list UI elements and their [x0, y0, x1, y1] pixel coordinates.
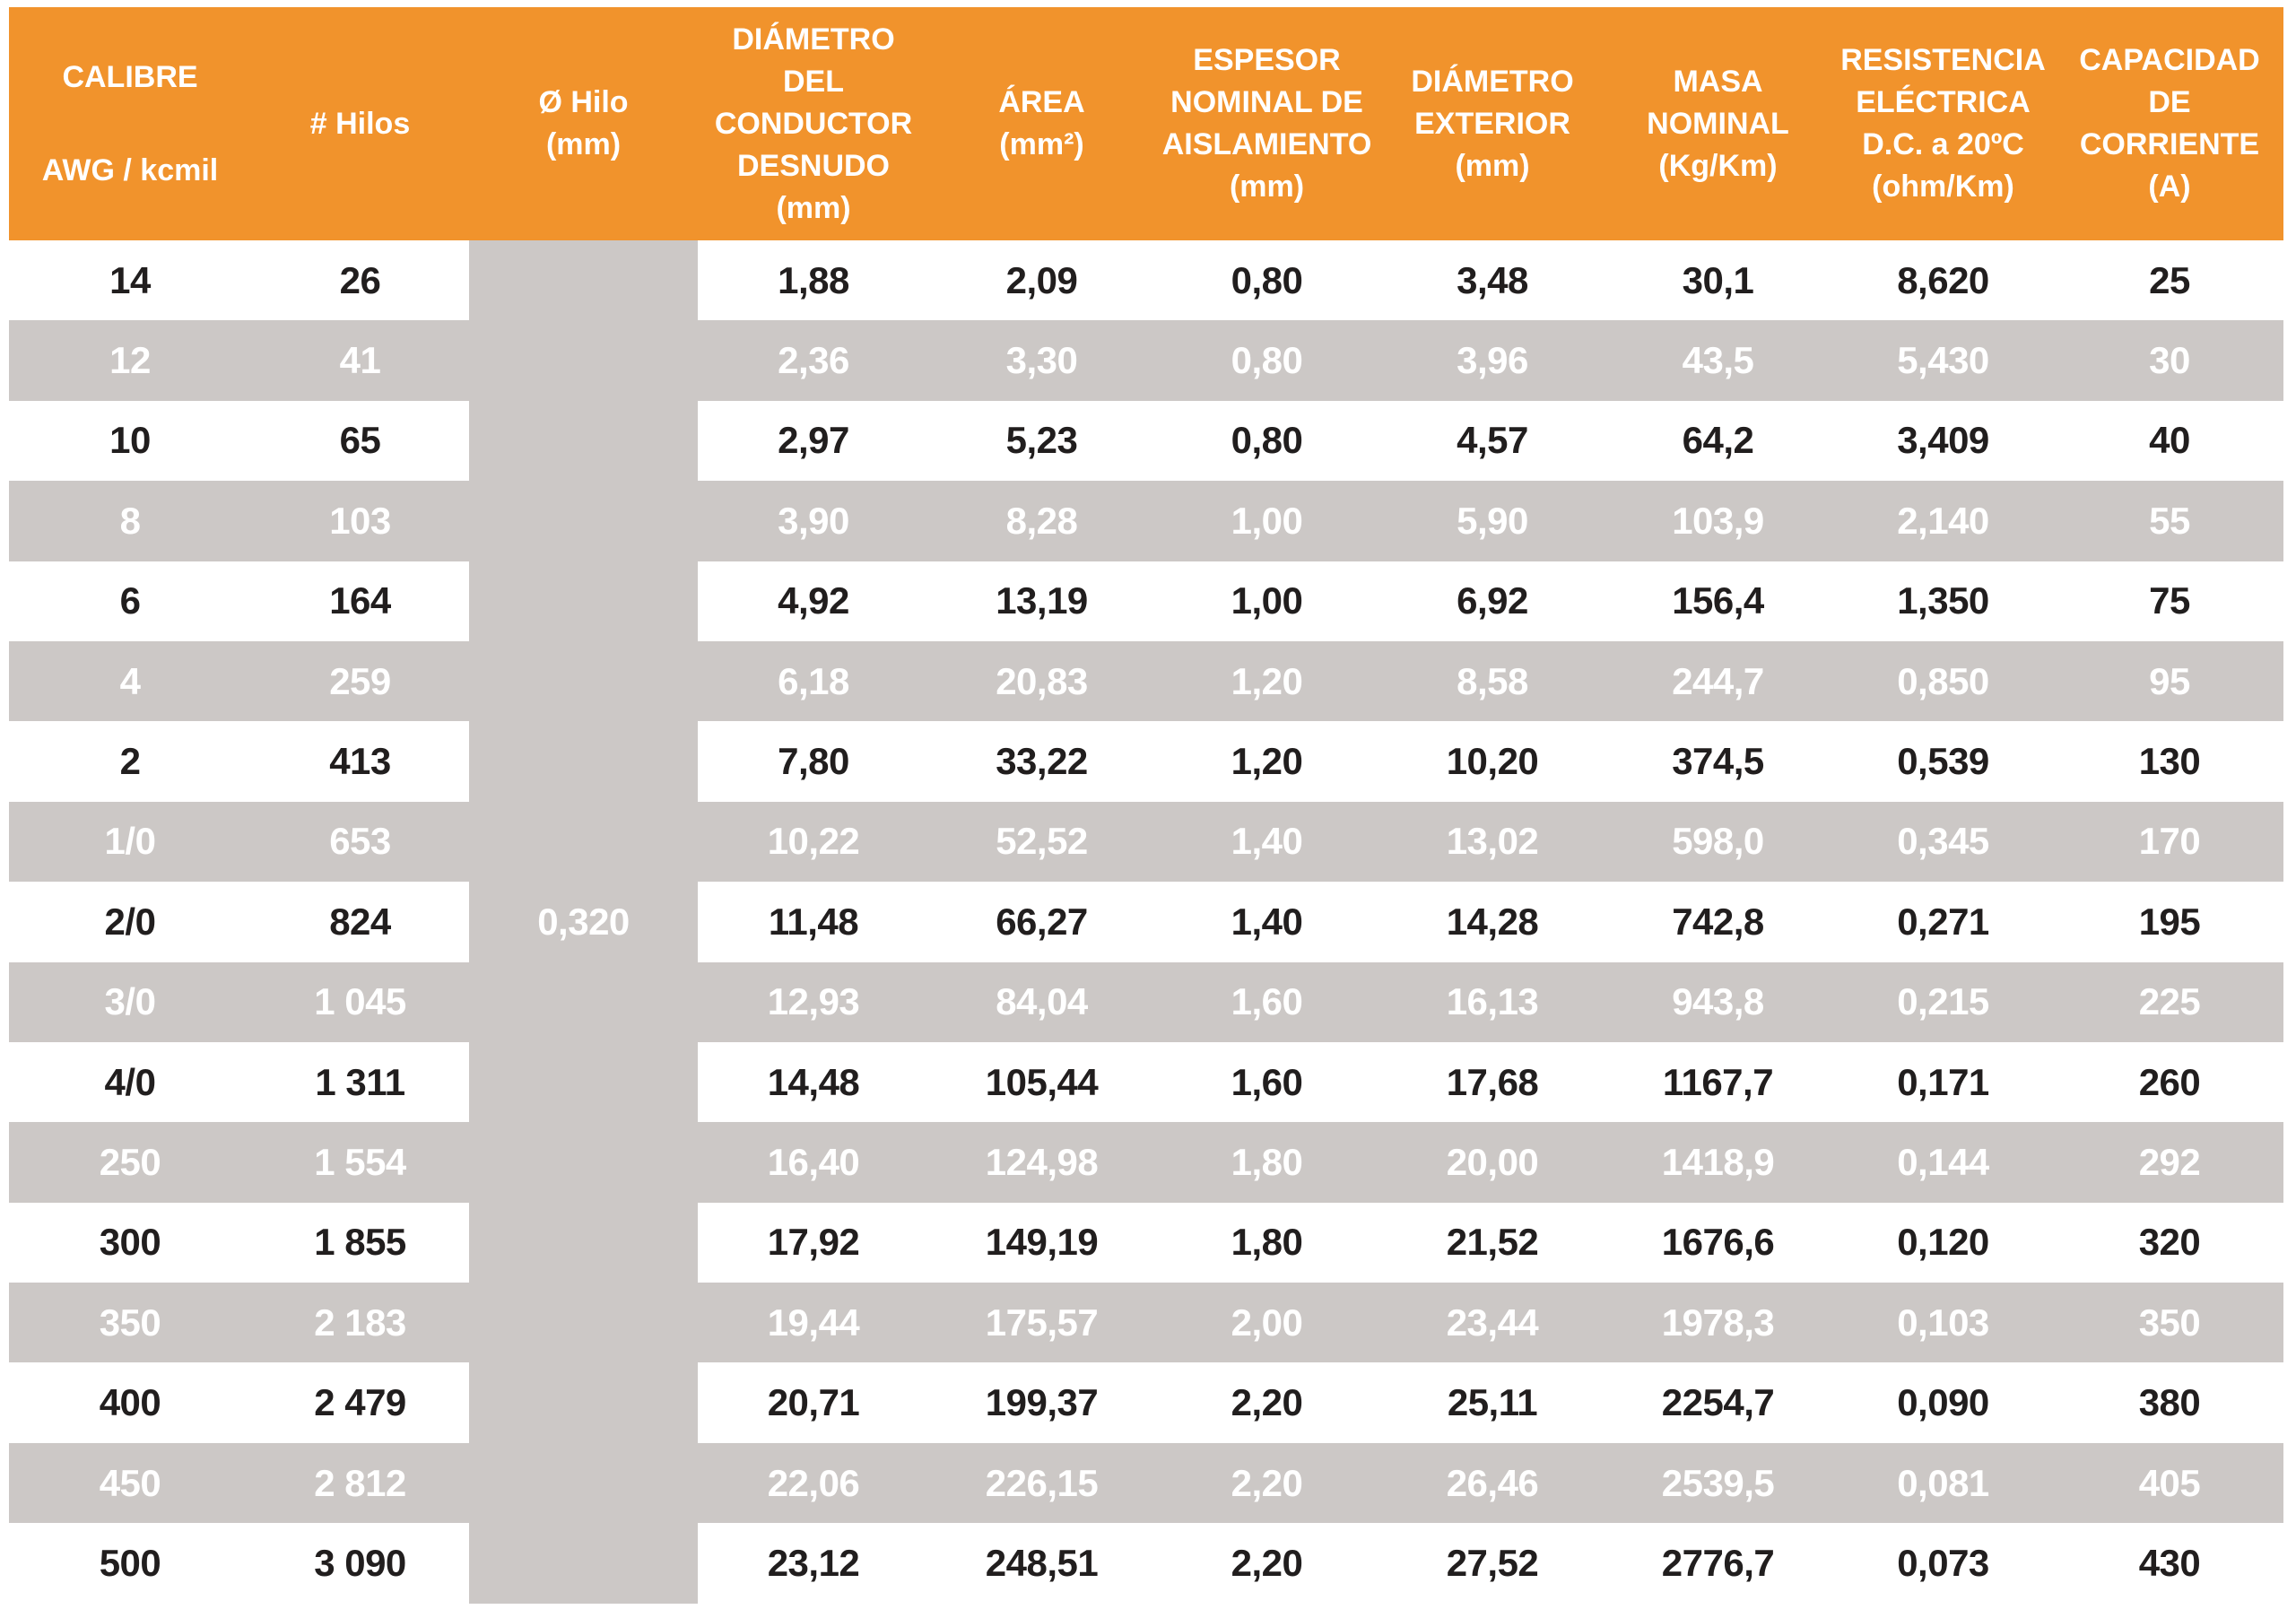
cell-masa: 43,5: [1605, 320, 1831, 400]
cell-diametro_conductor: 23,12: [698, 1523, 929, 1603]
table-row: [9, 641, 2283, 721]
cell-diametro_exterior: 26,46: [1379, 1443, 1605, 1523]
cell-masa: 598,0: [1605, 802, 1831, 882]
cell-hilos: 1 855: [251, 1203, 469, 1283]
cell-capacidad: 380: [2056, 1362, 2283, 1442]
cell-espesor: 0,80: [1154, 401, 1379, 481]
cell-area: 13,19: [929, 561, 1154, 641]
header-line: D.C. a 20ºC: [1862, 127, 2024, 161]
table-row: [9, 320, 2283, 400]
cell-diametro_exterior: 27,52: [1379, 1523, 1605, 1603]
cell-espesor: 1,80: [1154, 1122, 1379, 1202]
table-body: [9, 240, 2283, 1604]
cell-capacidad: 320: [2056, 1203, 2283, 1283]
table-row: [9, 1443, 2283, 1523]
header-line: AWG / kcmil: [41, 152, 219, 187]
cell-area: 8,28: [929, 481, 1154, 561]
cell-calibre: 6: [9, 561, 251, 641]
cell-resistencia: 2,140: [1831, 481, 2056, 561]
header-line: MASA: [1673, 64, 1763, 99]
cell-diametro_exterior: 14,28: [1379, 882, 1605, 961]
cell-espesor: 1,60: [1154, 1042, 1379, 1122]
cell-diametro_exterior: 4,57: [1379, 401, 1605, 481]
header-line: ESPESOR: [1193, 43, 1341, 77]
table-row: [9, 401, 2283, 481]
cell-area: 5,23: [929, 401, 1154, 481]
cell-espesor: 1,80: [1154, 1203, 1379, 1283]
cell-calibre: 250: [9, 1122, 251, 1202]
cell-resistencia: 0,271: [1831, 882, 2056, 961]
table-row: [9, 1362, 2283, 1442]
cell-calibre: 4: [9, 641, 251, 721]
cell-hilos: 1 311: [251, 1042, 469, 1122]
header-line: DESNUDO: [736, 148, 891, 183]
cell-capacidad: 292: [2056, 1122, 2283, 1202]
cell-resistencia: 0,539: [1831, 721, 2056, 801]
header-line: CORRIENTE: [2079, 127, 2260, 161]
header-line: DE: [2148, 85, 2191, 119]
cell-masa: 374,5: [1605, 721, 1831, 801]
cell-masa: 2254,7: [1605, 1362, 1831, 1442]
cell-diametro_conductor: 14,48: [698, 1042, 929, 1122]
header-label: [1831, 7, 2056, 240]
cell-hilos: 26: [251, 240, 469, 320]
header-row: [9, 7, 2283, 240]
cell-calibre: 14: [9, 240, 251, 320]
cell-hilos: 1 045: [251, 962, 469, 1042]
cell-hilos: 2 812: [251, 1443, 469, 1523]
cell-espesor: 2,20: [1154, 1362, 1379, 1442]
cell-diametro_exterior: 16,13: [1379, 962, 1605, 1042]
header-label: [251, 7, 469, 240]
col-header-masa: [1605, 7, 1831, 240]
cell-diametro_conductor: 16,40: [698, 1122, 929, 1202]
cell-calibre: 4/0: [9, 1042, 251, 1122]
col-header-hilos: [251, 7, 469, 240]
table-row: [9, 721, 2283, 801]
col-header-resistencia: [1831, 7, 2056, 240]
cell-hilos: 413: [251, 721, 469, 801]
cell-diametro_conductor: 20,71: [698, 1362, 929, 1442]
cell-diametro_exterior: 23,44: [1379, 1283, 1605, 1362]
cell-masa: 64,2: [1605, 401, 1831, 481]
cell-hilos: 164: [251, 561, 469, 641]
cell-area: 66,27: [929, 882, 1154, 961]
cell-capacidad: 350: [2056, 1283, 2283, 1362]
cell-masa: 1978,3: [1605, 1283, 1831, 1362]
cell-diametro_conductor: 22,06: [698, 1443, 929, 1523]
cell-diametro_conductor: 19,44: [698, 1283, 929, 1362]
cell-capacidad: 195: [2056, 882, 2283, 961]
cell-resistencia: 0,850: [1831, 641, 2056, 721]
col-header-o-hilo: [469, 7, 698, 240]
cell-masa: 2539,5: [1605, 1443, 1831, 1523]
cell-espesor: 2,20: [1154, 1443, 1379, 1523]
col-header-capacidad: [2056, 7, 2283, 240]
header-line: CAPACIDAD: [2079, 43, 2260, 77]
col-header-area: [929, 7, 1154, 240]
header-line: (A): [2148, 170, 2191, 204]
header-line: NOMINAL DE: [1170, 85, 1363, 119]
cell-resistencia: 0,171: [1831, 1042, 2056, 1122]
cell-diametro_conductor: 3,90: [698, 481, 929, 561]
cell-masa: 1418,9: [1605, 1122, 1831, 1202]
table-row: [9, 240, 2283, 320]
header-line: (ohm/Km): [1872, 170, 2014, 204]
cell-area: 33,22: [929, 721, 1154, 801]
col-header-diametro-conductor: [698, 7, 929, 240]
header-line: (Kg/Km): [1658, 148, 1778, 183]
col-header-diametro-exterior: [1379, 7, 1605, 240]
header-label: [1379, 7, 1605, 240]
cell-diametro_exterior: 5,90: [1379, 481, 1605, 561]
table-header: [9, 7, 2283, 240]
cell-hilos: 653: [251, 802, 469, 882]
header-label: [2056, 7, 2283, 240]
cell-espesor: 2,00: [1154, 1283, 1379, 1362]
table-row: [9, 802, 2283, 882]
cell-capacidad: 75: [2056, 561, 2283, 641]
cell-diametro_conductor: 2,36: [698, 320, 929, 400]
header-line: RESISTENCIA: [1840, 43, 2046, 77]
cell-o-hilo-merged: 0,320: [469, 240, 698, 1604]
header-line: CONDUCTOR: [714, 106, 913, 141]
table-row: [9, 1042, 2283, 1122]
cell-calibre: 400: [9, 1362, 251, 1442]
table-row: [9, 962, 2283, 1042]
cell-capacidad: 405: [2056, 1443, 2283, 1523]
header-line: Ø Hilo: [538, 85, 629, 119]
cell-area: 149,19: [929, 1203, 1154, 1283]
cell-calibre: 500: [9, 1523, 251, 1603]
cell-diametro_exterior: 25,11: [1379, 1362, 1605, 1442]
cell-masa: 244,7: [1605, 641, 1831, 721]
cell-capacidad: 260: [2056, 1042, 2283, 1122]
cell-diametro_exterior: 3,96: [1379, 320, 1605, 400]
cell-diametro_exterior: 3,48: [1379, 240, 1605, 320]
cell-hilos: 103: [251, 481, 469, 561]
cell-hilos: 65: [251, 401, 469, 481]
cell-resistencia: 0,081: [1831, 1443, 2056, 1523]
cell-resistencia: 5,430: [1831, 320, 2056, 400]
cell-resistencia: 1,350: [1831, 561, 2056, 641]
cell-hilos: 259: [251, 641, 469, 721]
cell-area: 105,44: [929, 1042, 1154, 1122]
cell-capacidad: 95: [2056, 641, 2283, 721]
header-line: ELÉCTRICA: [1856, 85, 2031, 119]
cable-specification-table: [9, 7, 2283, 1604]
cell-diametro_conductor: 12,93: [698, 962, 929, 1042]
col-header-calibre: [9, 7, 251, 240]
table-row: [9, 1122, 2283, 1202]
cell-area: 52,52: [929, 802, 1154, 882]
cell-diametro_conductor: 4,92: [698, 561, 929, 641]
table-row: [9, 1203, 2283, 1283]
header-line: (mm²): [999, 127, 1084, 161]
cell-resistencia: 8,620: [1831, 240, 2056, 320]
cell-area: 199,37: [929, 1362, 1154, 1442]
cell-resistencia: 0,090: [1831, 1362, 2056, 1442]
header-line: CALIBRE: [62, 59, 198, 94]
header-line: DEL: [783, 64, 844, 99]
cell-masa: 2776,7: [1605, 1523, 1831, 1603]
cell-calibre: 12: [9, 320, 251, 400]
table-row: [9, 1523, 2283, 1603]
cell-espesor: 1,40: [1154, 802, 1379, 882]
cell-area: 3,30: [929, 320, 1154, 400]
cell-masa: 1167,7: [1605, 1042, 1831, 1122]
header-line: # Hilos: [309, 106, 411, 141]
cell-calibre: 8: [9, 481, 251, 561]
cell-area: 175,57: [929, 1283, 1154, 1362]
cell-area: 226,15: [929, 1443, 1154, 1523]
header-label: [929, 7, 1154, 240]
cell-espesor: 1,40: [1154, 882, 1379, 961]
cell-diametro_exterior: 13,02: [1379, 802, 1605, 882]
cell-resistencia: 0,073: [1831, 1523, 2056, 1603]
cell-hilos: 3 090: [251, 1523, 469, 1603]
cell-masa: 742,8: [1605, 882, 1831, 961]
cell-hilos: 2 479: [251, 1362, 469, 1442]
header-label: [1154, 7, 1379, 240]
table-row: [9, 1283, 2283, 1362]
cell-area: 20,83: [929, 641, 1154, 721]
cell-masa: 943,8: [1605, 962, 1831, 1042]
header-line: (mm): [776, 190, 851, 225]
cell-capacidad: 430: [2056, 1523, 2283, 1603]
cell-capacidad: 225: [2056, 962, 2283, 1042]
cell-resistencia: 0,345: [1831, 802, 2056, 882]
cell-calibre: 450: [9, 1443, 251, 1523]
cell-area: 2,09: [929, 240, 1154, 320]
cell-calibre: 10: [9, 401, 251, 481]
cell-diametro_exterior: 20,00: [1379, 1122, 1605, 1202]
cell-espesor: 0,80: [1154, 240, 1379, 320]
header-label: [469, 7, 698, 240]
table-row: [9, 882, 2283, 961]
cell-espesor: 1,60: [1154, 962, 1379, 1042]
cell-diametro_exterior: 6,92: [1379, 561, 1605, 641]
cell-area: 248,51: [929, 1523, 1154, 1603]
header-line: EXTERIOR: [1414, 106, 1570, 141]
cell-diametro_conductor: 1,88: [698, 240, 929, 320]
cell-resistencia: 0,120: [1831, 1203, 2056, 1283]
cell-resistencia: 0,144: [1831, 1122, 2056, 1202]
cell-resistencia: 3,409: [1831, 401, 2056, 481]
cell-diametro_conductor: 6,18: [698, 641, 929, 721]
cell-diametro_conductor: 10,22: [698, 802, 929, 882]
cell-calibre: 1/0: [9, 802, 251, 882]
cell-espesor: 2,20: [1154, 1523, 1379, 1603]
cell-espesor: 0,80: [1154, 320, 1379, 400]
cell-calibre: 2/0: [9, 882, 251, 961]
cell-resistencia: 0,103: [1831, 1283, 2056, 1362]
cell-diametro_conductor: 11,48: [698, 882, 929, 961]
cell-capacidad: 170: [2056, 802, 2283, 882]
cell-calibre: 2: [9, 721, 251, 801]
cell-capacidad: 25: [2056, 240, 2283, 320]
cell-diametro_exterior: 10,20: [1379, 721, 1605, 801]
cell-calibre: 350: [9, 1283, 251, 1362]
cell-hilos: 1 554: [251, 1122, 469, 1202]
cell-masa: 30,1: [1605, 240, 1831, 320]
cell-area: 124,98: [929, 1122, 1154, 1202]
header-label: [1605, 7, 1831, 240]
table-row: [9, 481, 2283, 561]
cell-masa: 103,9: [1605, 481, 1831, 561]
cell-diametro_exterior: 8,58: [1379, 641, 1605, 721]
cell-espesor: 1,20: [1154, 641, 1379, 721]
header-label: [9, 7, 251, 240]
header-line: DIÁMETRO: [732, 22, 895, 57]
cell-hilos: 824: [251, 882, 469, 961]
col-header-espesor: [1154, 7, 1379, 240]
cell-diametro_conductor: 17,92: [698, 1203, 929, 1283]
header-line: (mm): [1455, 148, 1530, 183]
cell-diametro_conductor: 7,80: [698, 721, 929, 801]
table-row: [9, 561, 2283, 641]
header-label: [698, 7, 929, 240]
cell-espesor: 1,20: [1154, 721, 1379, 801]
cell-calibre: 300: [9, 1203, 251, 1283]
cell-area: 84,04: [929, 962, 1154, 1042]
cell-espesor: 1,00: [1154, 561, 1379, 641]
cell-masa: 1676,6: [1605, 1203, 1831, 1283]
cell-resistencia: 0,215: [1831, 962, 2056, 1042]
header-line: DIÁMETRO: [1411, 64, 1574, 99]
header-line: (mm): [545, 127, 622, 161]
cell-capacidad: 130: [2056, 721, 2283, 801]
cell-diametro_conductor: 2,97: [698, 401, 929, 481]
cell-capacidad: 30: [2056, 320, 2283, 400]
header-line: AISLAMIENTO: [1161, 127, 1372, 161]
cell-hilos: 41: [251, 320, 469, 400]
cell-masa: 156,4: [1605, 561, 1831, 641]
cell-diametro_exterior: 17,68: [1379, 1042, 1605, 1122]
cell-calibre: 3/0: [9, 962, 251, 1042]
cell-diametro_exterior: 21,52: [1379, 1203, 1605, 1283]
cell-espesor: 1,00: [1154, 481, 1379, 561]
cell-hilos: 2 183: [251, 1283, 469, 1362]
cell-capacidad: 40: [2056, 401, 2283, 481]
cell-capacidad: 55: [2056, 481, 2283, 561]
header-line: NOMINAL: [1647, 106, 1789, 141]
header-line: (mm): [1229, 170, 1305, 204]
header-line: ÁREA: [998, 85, 1085, 119]
